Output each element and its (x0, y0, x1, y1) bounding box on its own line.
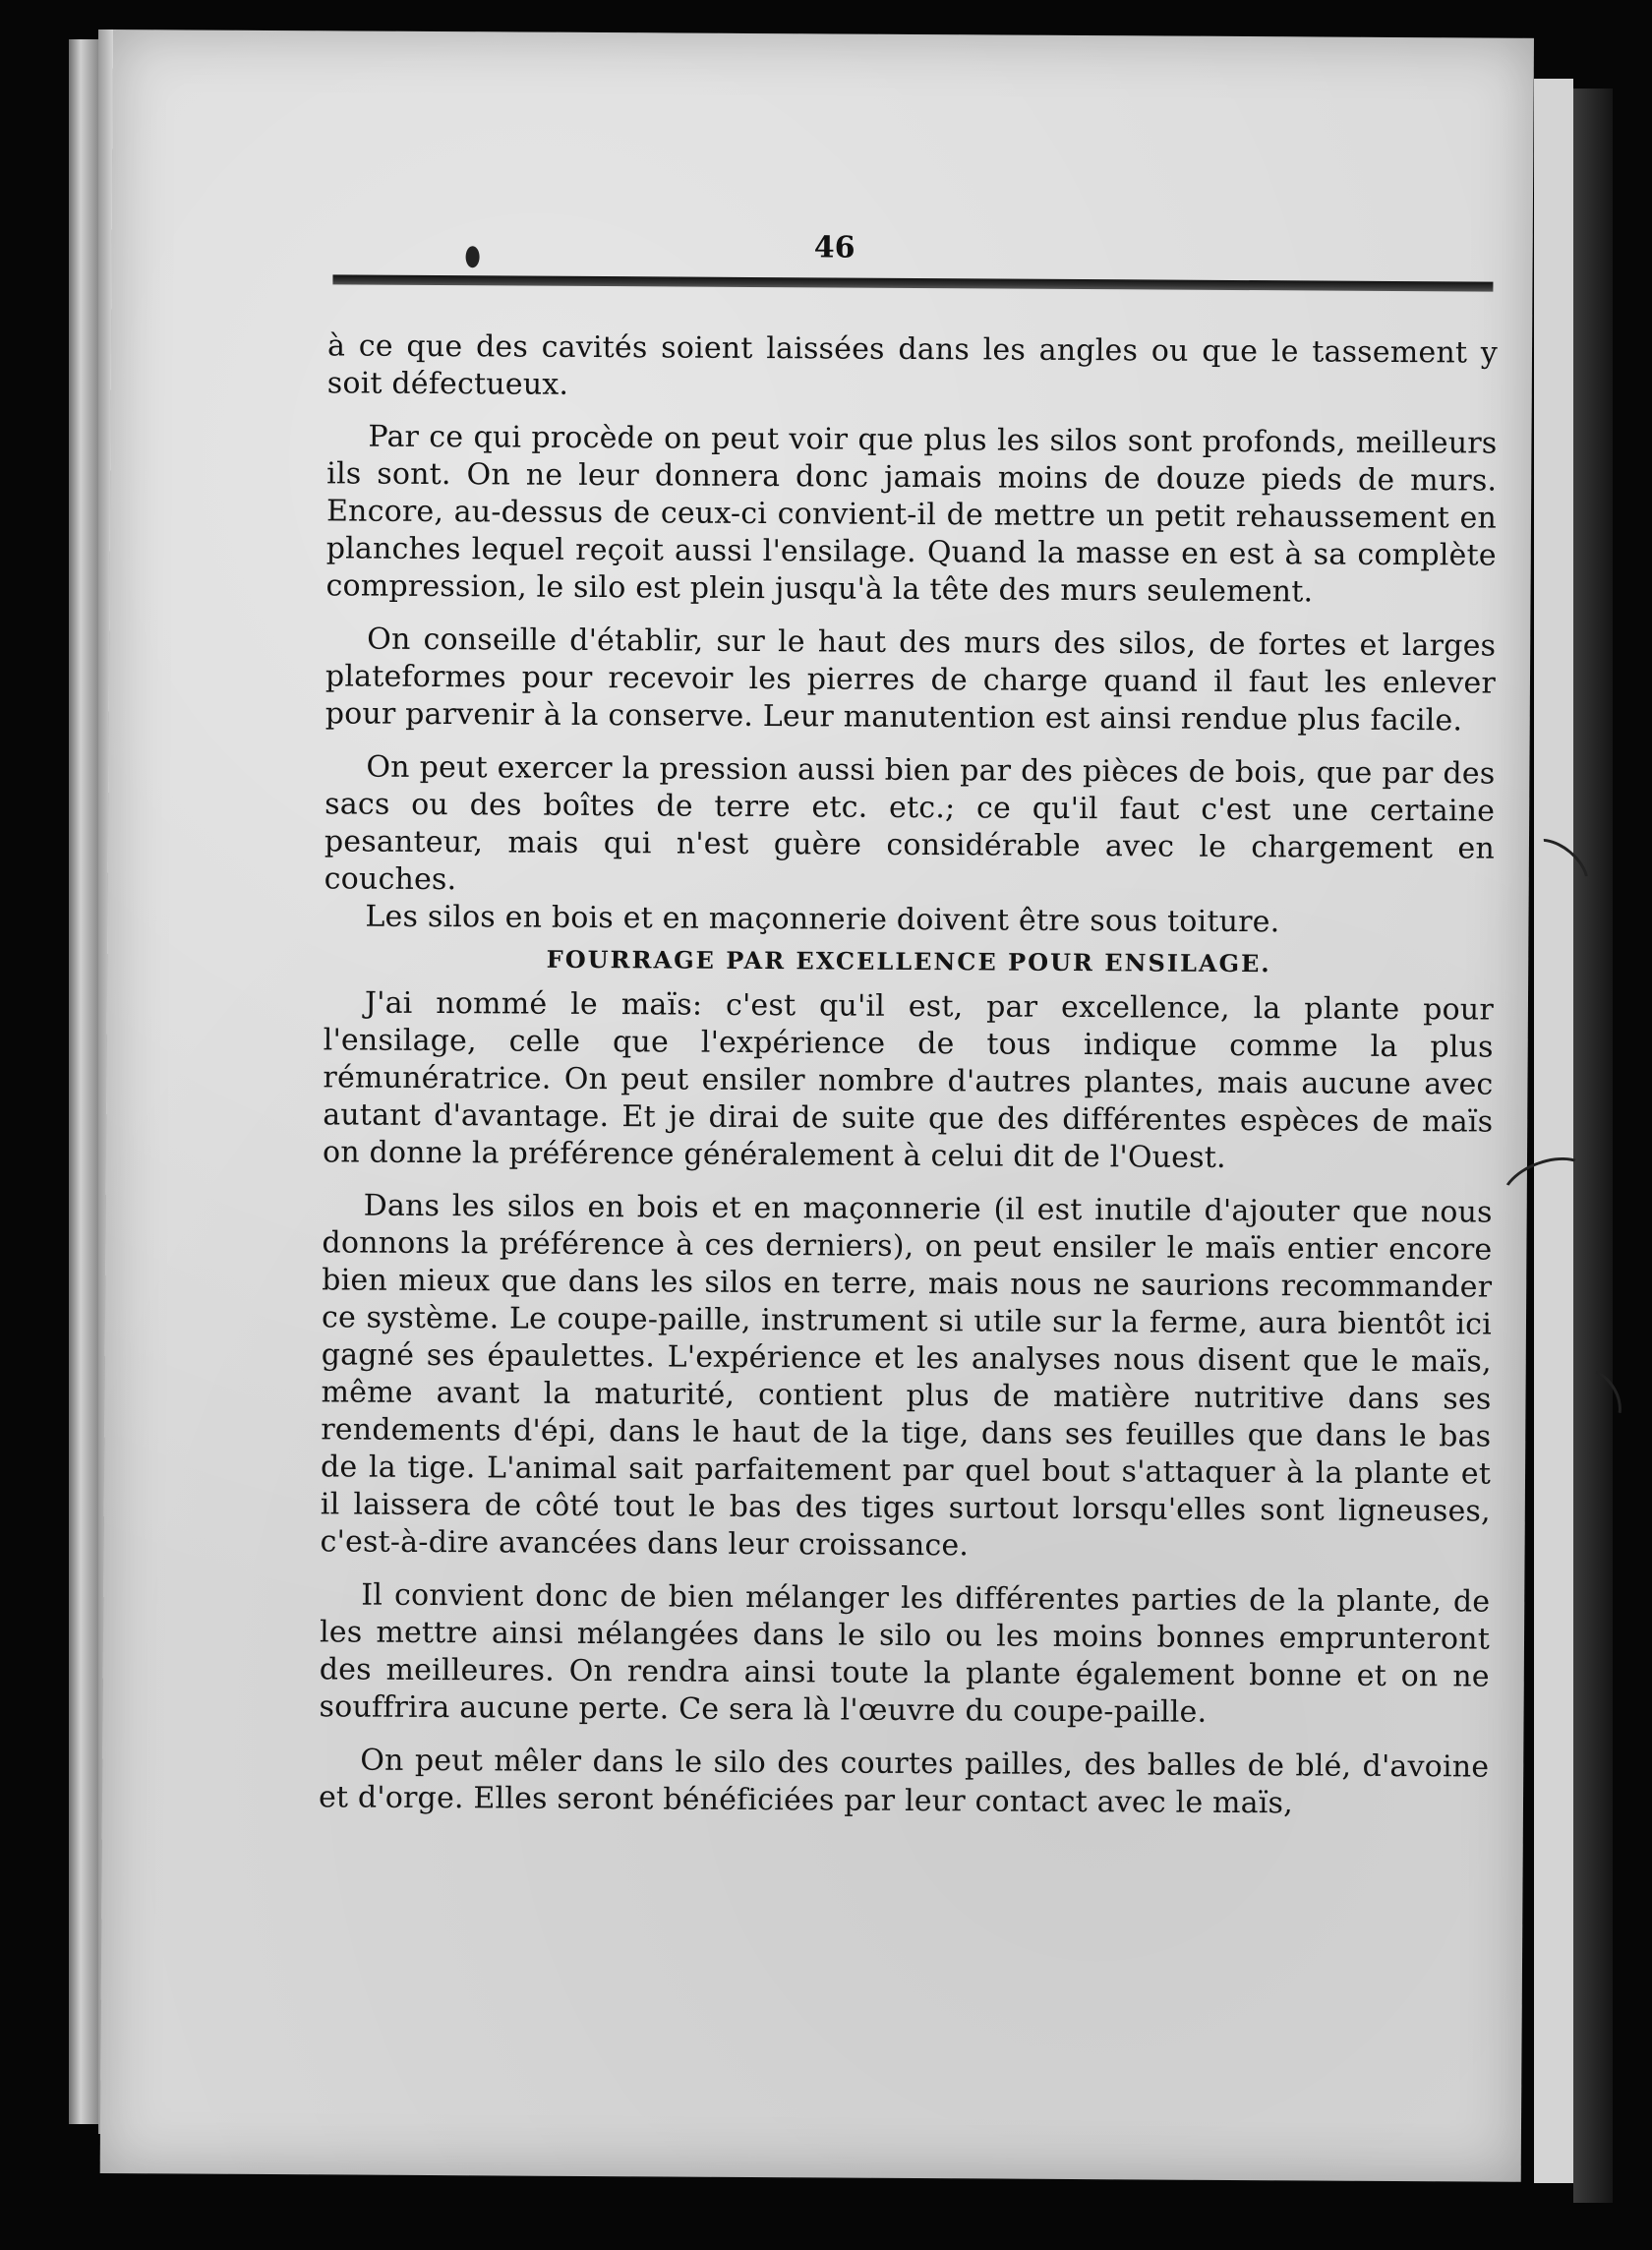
section-heading: FOURRAGE PAR EXCELLENCE POUR ENSILAGE. (546, 944, 1271, 978)
paragraph: Il convient donc de bien mélanger les différentes parties de la plante, de les mettre ainsi mélangées dans le silo ou les moins bonnes emprunteront des meilleures. On rendra ainsi toute la plante également bonne et on ne souffrira aucune perte. Ce sera là l'œuvre du coupe-paille. (319, 1577, 1491, 1730)
ink-spot (466, 246, 480, 267)
page-stack-edge (69, 39, 98, 2124)
paragraph: Les silos en bois et en maçonnerie doivent être sous toiture. (365, 899, 1280, 940)
paragraph: à ce que des cavités soient laissées dans les angles ou que le tassement y soit défectueux. (326, 328, 1499, 402)
binding-gap (1534, 79, 1573, 2183)
paragraph: On peut exercer la pression aussi bien par des pièces de bois, que par des sacs ou des boîtes de terre etc. etc.; ce qu'il faut c'est une certaine pesanteur, mais qui n'est guère considérable avec le chargement en couches. (324, 749, 1496, 898)
paragraph: J'ai nommé le maïs: c'est qu'il est, par excellence, la plante pour l'ensilage, celle que l'expérience de tous indique comme la plus rémunératrice. On peut ensiler nombre d'autres plantes, mais aucune avec autant d'avantage. Et je dirai de suite que des différentes espèces de maïs on donne la préférence généralement à celui dit de l'Ouest. (322, 985, 1495, 1175)
paragraph: Par ce qui procède on peut voir que plus les silos sont profonds, meilleurs ils sont. On ne leur donnera donc jamais moins de douze pieds de murs. Encore, au-dessus de ceux-ci convient-il de mettre un petit rehaussement en planches lequel reçoit aussi l'ensilage. Quand la masse en est à sa complète compression, le silo est plein jusqu'à la tête des murs seulement. (325, 419, 1498, 610)
page-number: 46 (813, 230, 856, 266)
paragraph: On peut mêler dans le silo des courtes pailles, des balles de blé, d'avoine et d'orge. Elles seront bénéficiées par leur contact avec le maïs, (318, 1743, 1490, 1821)
paragraph: On conseille d'établir, sur le haut des murs des silos, de fortes et larges plateformes pour recevoir les pierres de charge quand il faut les enlever pour parvenir à la conserve. Leur manutention est ainsi rendue plus facile. (324, 622, 1497, 739)
book-page (100, 30, 1534, 2182)
binding-spine (1573, 89, 1613, 2203)
header-rule (332, 274, 1493, 291)
paragraph: Dans les silos en bois et en maçonnerie (il est inutile d'ajouter que nous donnons la préférence à ces derniers), on peut ensiler le maïs entier encore bien mieux que dans les silos en terre, mais nous ne saurions recommander ce système. Le coupe-paille, instrument si utile sur la ferme, aura bientôt ici gagné ses épaulettes. L'expérience et les analyses nous disent que le maïs, même avant la maturité, contient plus de matière nutritive dans ses rendements d'épi, dans le haut de la tige, dans ses feuilles que dans le bas de la tige. L'animal sait parfaitement par quel bout s'attaquer à la plante et il laissera de côté tout le bas des tiges surtout lorsqu'elles sont ligneuses, c'est-à-dire avancées dans leur croissance. (320, 1188, 1493, 1564)
body-text (319, 327, 1498, 1839)
